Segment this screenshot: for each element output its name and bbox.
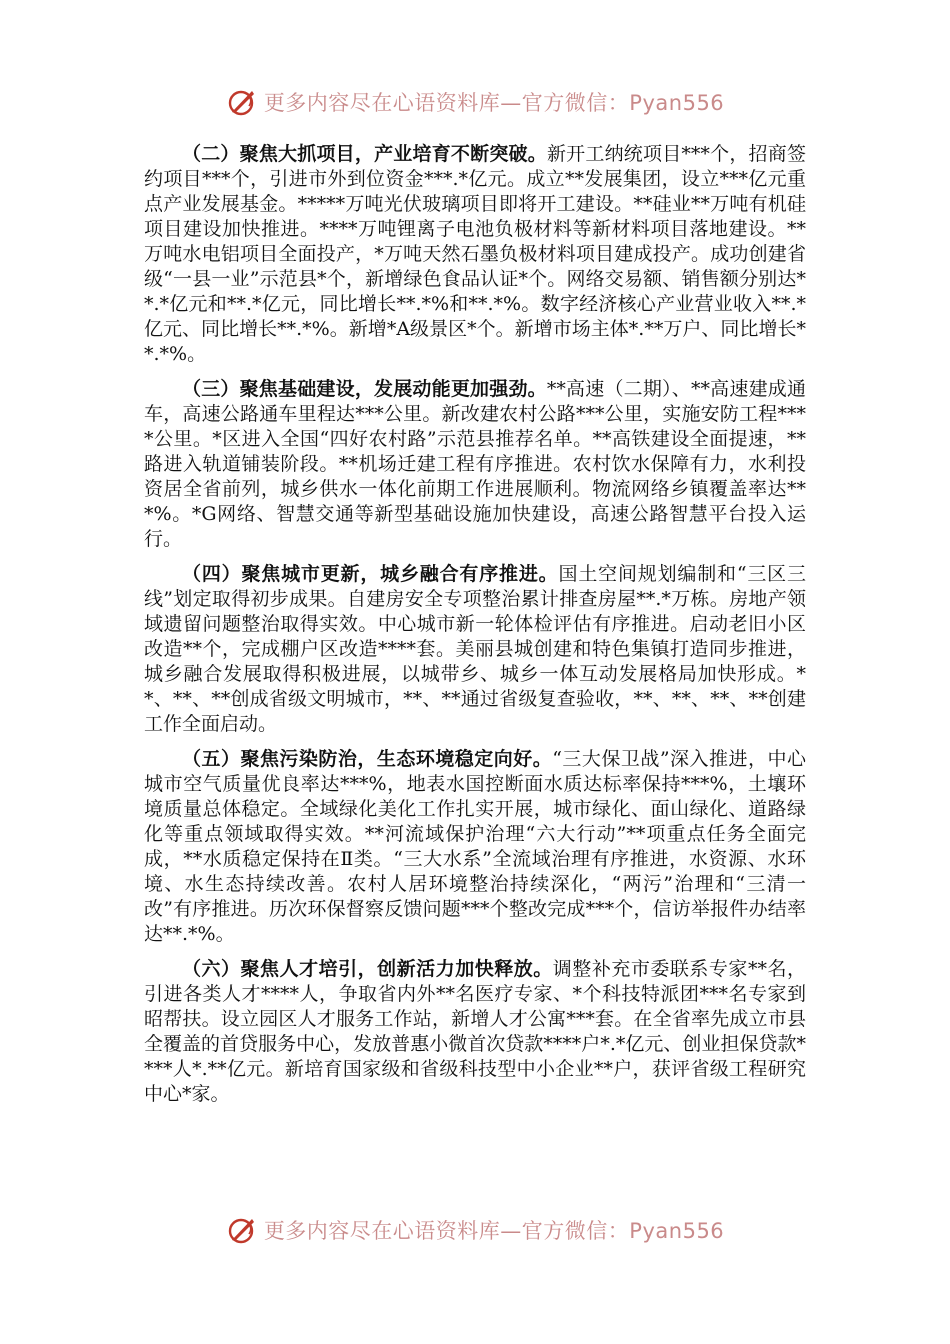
- paragraph-text: 调整补充市委联系专家**名，引进各类人才****人，争取省内外**名医疗专家、*个科技特派团***名专家到昭帮扶。设立园区人才服务工作站，新增人才公寓***套。在全省率先成立市县全覆盖的首贷服务中心，发放普惠小微首次贷款****户*.*亿元、创业担保贷款****人*.**亿元。新培育国家级和省级科技型中小企业**户，获评省级工程研究中心*家。: [144, 958, 806, 1105]
- quill-logo-icon: [226, 86, 258, 118]
- paragraph-talent: [144, 957, 806, 1107]
- paragraph-text: **高速（二期）、**高速建成通车，高速公路通车里程达***公里。新改建农村公路***公里，实施安防工程****公里。*区进入全国“四好农村路”示范县推荐名单。**高铁建设全面提速，**路进入轨道铺装阶段。**机场迁建工程有序推进。农村饮水保障有力，水利投资居全省前列，城乡供水一体化前期工作进展顺利。物流网络乡镇覆盖率达***%。*G网络、智慧交通等新型基础设施加快建设，高速公路智慧平台投入运行。: [144, 378, 806, 550]
- paragraph-text: “三大保卫战”深入推进，中心城市空气质量优良率达***%，地表水国控断面水质达标率保持***%，土壤环境质量总体稳定。全域绿化美化工作扎实开展，城市绿化、面山绿化、道路绿化等重点领域取得实效。**河流域保护治理“六大行动”**项重点任务全面完成，**水质稳定保持在Ⅱ类。“三大水系”全流域治理有序推进，水资源、水环境、水生态持续改善。农村人居环境整治持续深化，“两污”治理和“三清一改”有序推进。历次环保督察反馈问题***个整改完成***个，信访举报件办结率达**.*%。: [144, 748, 806, 945]
- paragraph-urban-renewal: [144, 562, 806, 737]
- watermark-header: [0, 82, 950, 122]
- document-body: [144, 142, 806, 1117]
- paragraph-text: 国土空间规划编制和“三区三线”划定取得初步成果。自建房安全专项整治累计排查房屋**.*万栋。房地产领域遗留问题整治取得实效。中心城市新一轮体检评估有序推进。启动老旧小区改造**个，完成棚户区改造****套。美丽县城创建和特色集镇打造同步推进，城乡融合发展取得积极进展，以城带乡、城乡一体互动发展格局加快形成。**、**、**创成省级文明城市，**、**通过省级复查验收，**、**、**、**创建工作全面启动。: [144, 563, 806, 735]
- paragraph-heading: （四）聚焦城市更新，城乡融合有序推进。: [182, 563, 559, 585]
- paragraph-text: 新开工纳统项目***个，招商签约项目***个，引进市外到位资金***.*亿元。成立**发展集团，设立***亿元重点产业发展基金。*****万吨光伏玻璃项目即将开工建设。**硅业**万吨有机硅项目建设加快推进。****万吨锂离子电池负极材料等新材料项目落地建设。**万吨水电铝项目全面投产，*万吨天然石墨负极材料项目建成投产。成功创建省级“一县一业”示范县*个，新增绿色食品认证*个。网络交易额、销售额分别达**.*亿元和**.*亿元，同比增长**.*%和**.*%。数字经济核心产业营业收入**.*亿元、同比增长**.*%。新增*A级景区*个。新增市场主体*.**万户、同比增长**.*%。: [144, 143, 806, 365]
- paragraph-heading: （二）聚焦大抓项目，产业培育不断突破。: [182, 143, 547, 165]
- paragraph-infrastructure: [144, 377, 806, 552]
- watermark-text: 更多内容尽在心语资料库—官方微信：Pyan556: [263, 1219, 725, 1243]
- watermark-footer: [0, 1210, 950, 1250]
- quill-logo-icon: [226, 1214, 258, 1246]
- watermark-text: 更多内容尽在心语资料库—官方微信：Pyan556: [263, 91, 725, 115]
- paragraph-projects: [144, 142, 806, 367]
- paragraph-heading: （六）聚焦人才培引，创新活力加快释放。: [182, 958, 553, 980]
- paragraph-heading: （三）聚焦基础建设，发展动能更加强劲。: [182, 378, 547, 400]
- paragraph-heading: （五）聚焦污染防治，生态环境稳定向好。: [182, 748, 553, 770]
- paragraph-pollution: [144, 747, 806, 947]
